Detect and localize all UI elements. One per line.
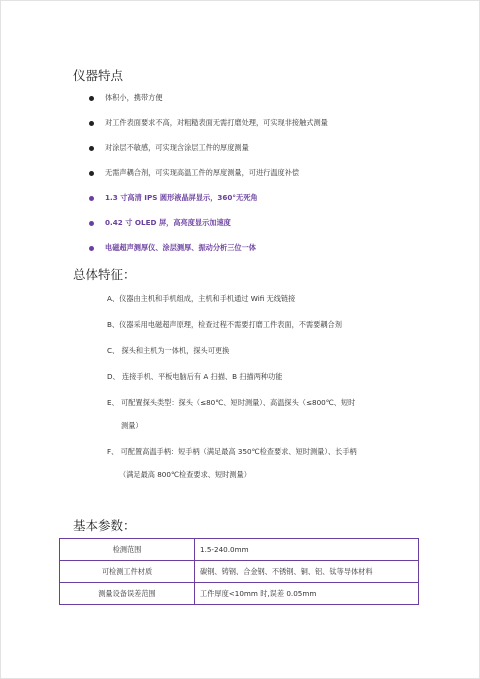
feature-item: 体积小，携带方便	[89, 91, 163, 105]
param-value: 1.5-240.0mm	[195, 539, 419, 561]
overview-line: D、 连接手机、平板电脑后有 A 扫描、B 扫描两种功能	[107, 372, 283, 381]
overview-line-continued: （满足最高 800℃检查要求、短时测量）	[119, 470, 251, 479]
param-value: 碳钢、铸钢、合金钢、不锈钢、铜、铝、钛等导体材料	[195, 561, 419, 583]
overview-line: F、 可配置高温手柄：短手柄（满足最高 350℃检查要求、短时测量）、长手柄	[107, 447, 357, 456]
param-value: 工件厚度<10mm 时,误差 0.05mm	[195, 583, 419, 605]
feature-item: 对工件表面要求不高，对粗糙表面无需打磨处理，可实现非接触式测量	[89, 116, 328, 130]
section-title-features: 仪器特点	[73, 68, 124, 83]
bullet-icon	[89, 96, 94, 101]
bullet-icon	[89, 221, 94, 226]
section-title-params: 基本参数：	[73, 518, 136, 533]
param-key: 检测范围	[60, 539, 195, 561]
overview-line: A、仪器由主机和手机组成，主机和手机通过 Wifi 无线链接	[107, 294, 296, 303]
section-title-overview: 总体特征：	[73, 267, 136, 282]
bullet-icon	[89, 171, 94, 176]
param-key: 可检测工件材质	[60, 561, 195, 583]
bullet-icon	[89, 121, 94, 126]
overview-line: E、 可配置探头类型：探头（≤80℃、短时测量）、高温探头（≤800℃、短时	[107, 398, 356, 407]
bullet-icon	[89, 196, 94, 201]
overview-line: C、 探头和主机为一体机，探头可更换	[107, 346, 230, 355]
table-row	[60, 583, 419, 605]
feature-item: 对涂层不敏感，可实现含涂层工件的厚度测量	[89, 141, 249, 155]
bullet-icon	[89, 146, 94, 151]
feature-item-highlight: 0.42 寸 OLED 屏，高亮度显示加速度	[89, 216, 231, 230]
feature-item: 无需声耦合剂，可实现高温工件的厚度测量，可进行温度补偿	[89, 166, 299, 180]
feature-item-highlight: 电磁超声测厚仪、涂层测厚、振动分析三位一体	[89, 241, 256, 255]
feature-item-highlight: 1.3 寸高清 IPS 圆形液晶屏显示，360°无死角	[89, 191, 258, 205]
bullet-icon	[89, 246, 94, 251]
overview-line: B、仪器采用电磁超声原理，检查过程不需要打磨工件表面，不需要耦合剂	[107, 320, 342, 329]
table-row	[60, 539, 419, 561]
param-key: 测量设备误差范围	[60, 583, 195, 605]
overview-line-continued: 测量）	[121, 421, 143, 430]
params-table	[59, 538, 419, 605]
table-row	[60, 561, 419, 583]
